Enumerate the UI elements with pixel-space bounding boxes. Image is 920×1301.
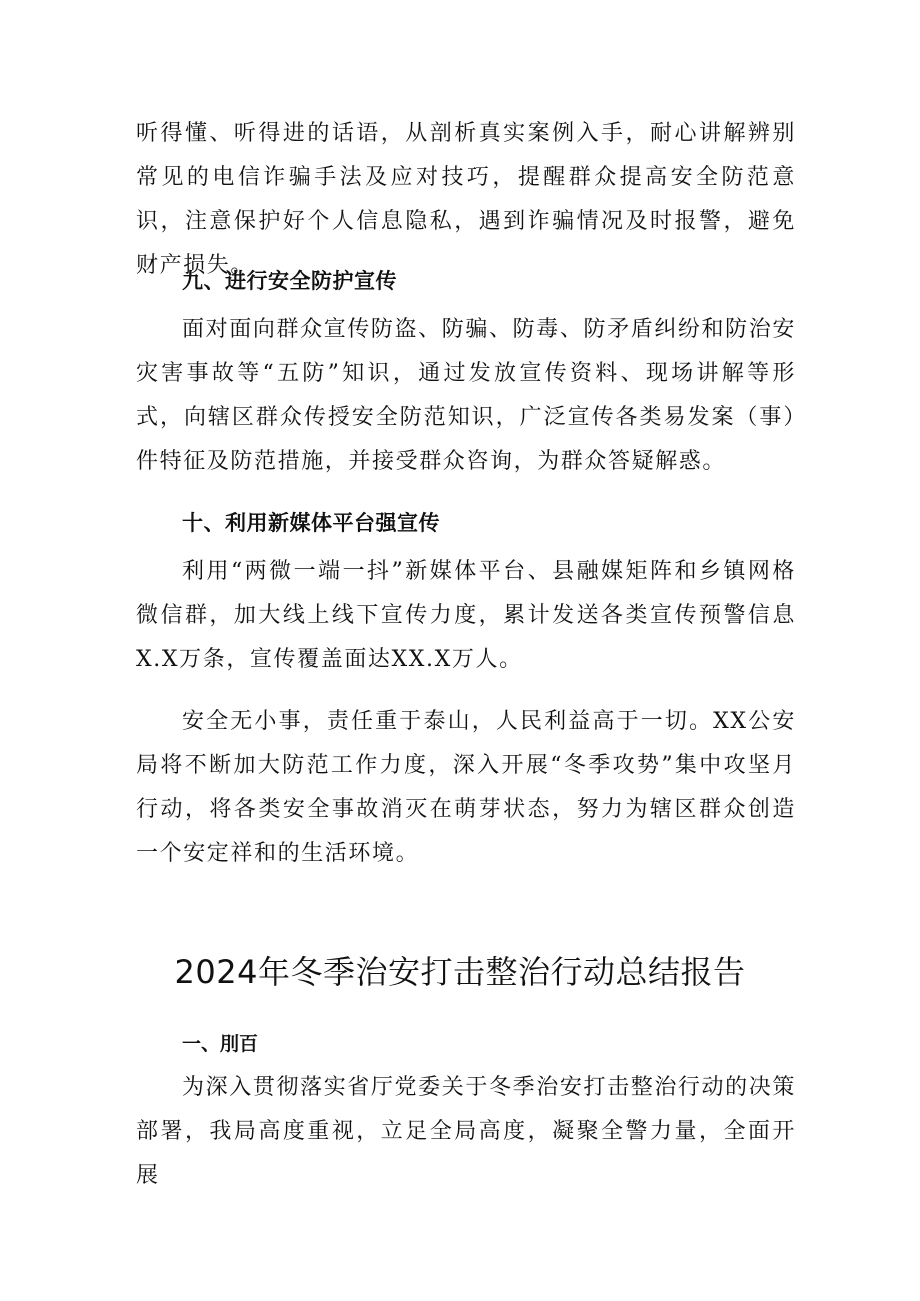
section-heading-nine: 九、进行安全防护宣传 — [182, 269, 397, 293]
paragraph-introduction: 为深入贯彻落实省厅党委关于冬季治安打击整治行动的决策部署，我局高度重视，立足全局高度，凝聚全警力量，全面开展 — [136, 1075, 796, 1188]
section-heading-one: 一、刖百 — [182, 1033, 259, 1055]
paragraph-conclusion: 安全无小事，责任重于泰山，人民利益高于一切。XX公安局将不断加大防范工作力度，深入开展“冬季攻势”集中攻坚月行动，将各类安全事故消灭在萌芽状态，努力为辖区群众创造一个安定祥和的生活环境。 — [136, 709, 796, 866]
section-heading-ten: 十、利用新媒体平台强宣传 — [182, 511, 440, 535]
paragraph-telecom-fraud: 听得懂、听得进的话语，从剖析真实案例入手，耐心讲解辨别常见的电信诈骗手法及应对技巧，提醒群众提高安全防范意识，注意保护好个人信息隐私，遇到诈骗情况及时报警，避免财产损失。 — [136, 121, 796, 278]
paragraph-safety-promotion: 面对面向群众宣传防盗、防骗、防毒、防矛盾纠纷和防治安灾害事故等“五防”知识，通过发放宣传资料、现场讲解等形式，向辖区群众传授安全防范知识，广泛宣传各类易发案（事）件特征及防范措施，并接受群众咨询，为群众答疑解惑。 — [136, 317, 796, 474]
paragraph-new-media: 利用“两微一端一抖”新媒体平台、县融媒矩阵和乡镇网格微信群，加大线上线下宣传力度，累计发送各类宣传预警信息X.X万条，宣传覆盖面达XX.X万人。 — [136, 559, 796, 672]
report-title: 2024年冬季治安打击整治行动总结报告 — [174, 953, 746, 991]
